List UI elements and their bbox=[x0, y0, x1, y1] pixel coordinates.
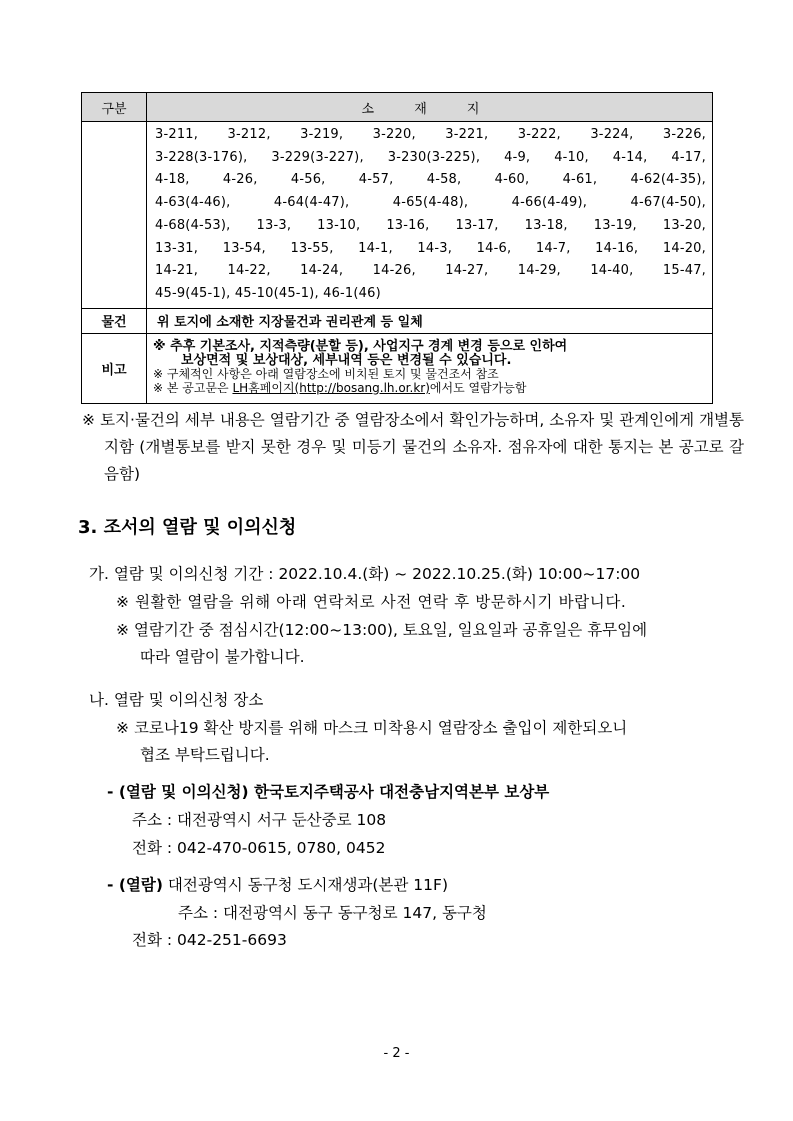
place1-title: - (열람 및 이의신청) 한국토지주택공사 대전충남지역본부 보상부 bbox=[107, 783, 550, 801]
remark-text: 에서도 열람가능함 bbox=[429, 380, 527, 395]
page-number: - 2 - bbox=[383, 1046, 410, 1061]
place-heading: 나. 열람 및 이의신청 장소 bbox=[89, 691, 264, 709]
location-line: 4-18, 4-26, 4-56, 4-57, 4-58, 4-60, 4-61, 4-62(4-35), bbox=[155, 172, 706, 188]
place2-address: 주소 : 대전광역시 동구 동구청로 147, 동구청 bbox=[178, 904, 487, 922]
table-row-remark bbox=[82, 333, 713, 403]
remark-label: 비고 bbox=[82, 333, 147, 403]
remark-cell bbox=[147, 333, 713, 403]
period-note: ※ 열람기간 중 점심시간(12:00~13:00), 토요일, 일요일과 공휴일은 휴무임에 bbox=[116, 621, 648, 639]
section-title: 3. 조서의 열람 및 이의신청 bbox=[78, 517, 297, 538]
remark-text: ※ 본 공고문은 bbox=[153, 380, 233, 395]
place2-prefix: - (열람) bbox=[107, 876, 163, 894]
remark-bold-line: 보상면적 및 보상대상, 세부내역 등은 변경될 수 있습니다. bbox=[181, 353, 512, 369]
header-category: 구분 bbox=[82, 93, 147, 122]
object-text: 위 토지에 소재한 지장물건과 권리관계 등 일체 bbox=[147, 308, 713, 333]
place-note: 협조 부탁드립니다. bbox=[140, 746, 270, 764]
place2-title bbox=[107, 873, 448, 895]
location-category-cell bbox=[82, 122, 147, 309]
location-line: 13-31, 13-54, 13-55, 14-1, 14-3, 14-6, 14-7, 14-16, 14-20, bbox=[155, 240, 706, 256]
location-line: 14-21, 14-22, 14-24, 14-26, 14-27, 14-29, 14-40, 15-47, bbox=[155, 263, 706, 279]
table-row-location bbox=[82, 122, 713, 309]
place2-title-text: 대전광역시 동구청 도시재생과(본관 11F) bbox=[162, 876, 448, 894]
period-note: 따라 열람이 불가합니다. bbox=[140, 648, 305, 666]
period-note: ※ 원활한 열람을 위해 아래 연락처로 사전 연락 후 방문하시기 바랍니다. bbox=[116, 593, 627, 611]
lh-homepage-link[interactable]: LH홈페이지(http://bosang.lh.or.kr) bbox=[232, 380, 430, 395]
location-line: 3-228(3-176), 3-229(3-227), 3-230(3-225), 4-9, 4-10, 4-14, 4-17, bbox=[155, 149, 706, 165]
location-list-cell bbox=[147, 122, 713, 309]
place1-phone: 전화 : 042-470-0615, 0780, 0452 bbox=[132, 839, 386, 857]
object-label: 물건 bbox=[82, 308, 147, 333]
location-line: 4-68(4-53), 13-3, 13-10, 13-16, 13-17, 13-18, 13-19, 13-20, bbox=[155, 217, 706, 233]
table-row-object bbox=[82, 308, 713, 333]
remark-bold-line: ※ 추후 기본조사, 지적측량(분할 등), 사업지구 경계 변경 등으로 인하여 bbox=[153, 339, 568, 355]
header-location: 소 재 지 bbox=[147, 93, 713, 122]
location-line: 45-9(45-1), 45-10(45-1), 46-1(46) bbox=[155, 285, 381, 301]
land-table bbox=[81, 92, 713, 404]
location-line: 3-211, 3-212, 3-219, 3-220, 3-221, 3-222, 3-224, 3-226, bbox=[155, 127, 706, 142]
table-header-row bbox=[82, 93, 713, 122]
notice-paragraph: ※ 토지·물건의 세부 내용은 열람기간 중 열람장소에서 확인가능하며, 소유자 및 관계인에게 개별통지함 (개별통보를 받지 못한 경우 및 미등기 물건의 소유자. 점유자에 대한 통지는 본 공고로 갈음함) bbox=[82, 411, 744, 483]
remark-small-line bbox=[153, 382, 708, 396]
place2-phone: 전화 : 042-251-6693 bbox=[132, 931, 287, 949]
location-line: 4-63(4-46), 4-64(4-47), 4-65(4-48), 4-66(4-49), 4-67(4-50), bbox=[155, 195, 706, 211]
place-note: ※ 코로나19 확산 방지를 위해 마스크 미착용시 열람장소 출입이 제한되오니 bbox=[116, 719, 628, 737]
remark-small-line: ※ 구체적인 사항은 아래 열람장소에 비치된 토지 및 물건조서 참조 bbox=[153, 367, 499, 382]
place1-address: 주소 : 대전광역시 서구 둔산중로 108 bbox=[132, 811, 387, 829]
period-heading: 가. 열람 및 이의신청 기간 : 2022.10.4.(화) ~ 2022.10.25.(화) 10:00~17:00 bbox=[89, 565, 641, 583]
